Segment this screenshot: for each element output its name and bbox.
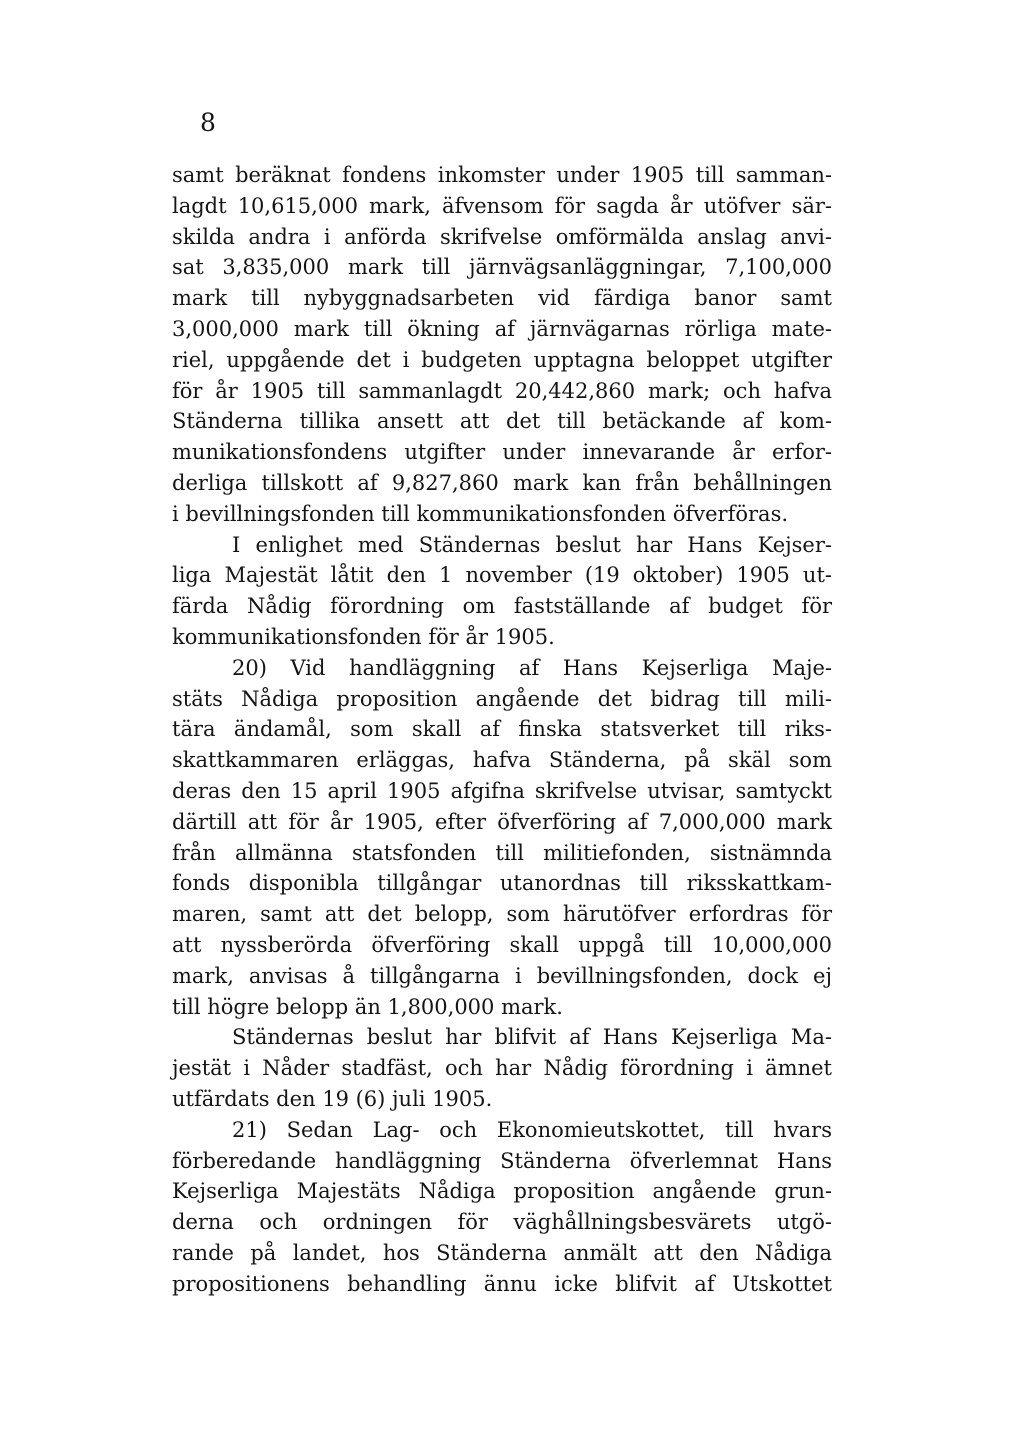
text-line: färda Nådig förordning om fastställande af budget för [172, 594, 832, 619]
text-line: utfärdats den 19 (6) juli 1905. [172, 1086, 493, 1111]
text-line: liga Majestät låtit den 1 november (19 oktober) 1905 ut- [172, 563, 832, 588]
text-line: riel, uppgående det i budgeten upptagna beloppet utgifter [172, 347, 832, 372]
text-line: till högre belopp än 1,800,000 mark. [172, 994, 563, 1019]
text-line: mark till nybyggnadsarbeten vid färdiga banor samt [172, 286, 832, 311]
text-line: lagdt 10,615,000 mark, äfvensom för sagda år utöfver sär- [172, 193, 832, 218]
text-line: skilda andra i anförda skrifvelse omförmälda anslag anvi- [172, 224, 832, 249]
text-line: tära ändamål, som skall af finska statsverket till riks- [172, 717, 832, 742]
text-line: mark, anvisas å tillgångarna i bevillningsfonden, dock ej [172, 963, 832, 988]
text-line: samt beräknat fondens inkomster under 1905 till samman- [172, 163, 832, 187]
text-line: för år 1905 till sammanlagdt 20,442,860 mark; och hafva [172, 378, 832, 403]
text-line: derliga tillskott af 9,827,860 mark kan från behållningen [172, 470, 832, 495]
text-line: 21) Sedan Lag- och Ekonomieutskottet, till hvars [232, 1117, 832, 1142]
text-line: kommunikationsfonden för år 1905. [172, 624, 555, 649]
text-line: 20) Vid handläggning af Hans Kejserliga Maje- [232, 655, 832, 680]
text-line: i bevillningsfonden till kommunikationsfonden öfverföras. [172, 501, 789, 526]
body-text [172, 160, 832, 1299]
page-number: 8 [200, 108, 216, 137]
text-line: Ständernas beslut har blifvit af Hans Kejserliga Ma- [232, 1025, 832, 1050]
text-line: jestät i Nåder stadfäst, och har Nådig förordning i ämnet [172, 1056, 832, 1081]
text-line: 3,000,000 mark till ökning af järnvägarnas rörliga mate- [172, 316, 832, 341]
text-line: propositionens behandling ännu icke blifvit af Utskottet [172, 1271, 832, 1296]
text-line: fonds disponibla tillgångar utanordnas till riksskattkam- [172, 871, 832, 896]
text-line: stäts Nådiga proposition angående det bidrag till mili- [172, 686, 832, 711]
text-line: rande på landet, hos Ständerna anmält att den Nådiga [172, 1240, 832, 1265]
text-line: Ständerna tillika ansett att det till betäckande af kom- [172, 409, 832, 434]
text-line: maren, samt att det belopp, som härutöfver erfordras för [172, 902, 832, 927]
text-line: munikationsfondens utgifter under innevarande år erfor- [172, 440, 832, 465]
text-line: från allmänna statsfonden till militiefonden, sistnämnda [172, 840, 832, 865]
text-line: Kejserliga Majestäts Nådiga proposition angående grun- [172, 1179, 832, 1204]
text-line: I enlighet med Ständernas beslut har Hans Kejser- [232, 532, 832, 557]
text-line: förberedande handläggning Ständerna öfverlemnat Hans [172, 1148, 832, 1173]
text-line: derna och ordningen för väghållningsbesvärets utgö- [172, 1210, 832, 1235]
text-line: deras den 15 april 1905 afgifna skrifvelse utvisar, samtyckt [172, 778, 832, 803]
text-line: därtill att för år 1905, efter öfverföring af 7,000,000 mark [172, 809, 832, 834]
text-line: skattkammaren erläggas, hafva Ständerna, på skäl som [172, 748, 832, 773]
text-line: att nyssberörda öfverföring skall uppgå till 10,000,000 [172, 932, 832, 957]
text-line: sat 3,835,000 mark till järnvägsanläggningar, 7,100,000 [172, 255, 832, 280]
